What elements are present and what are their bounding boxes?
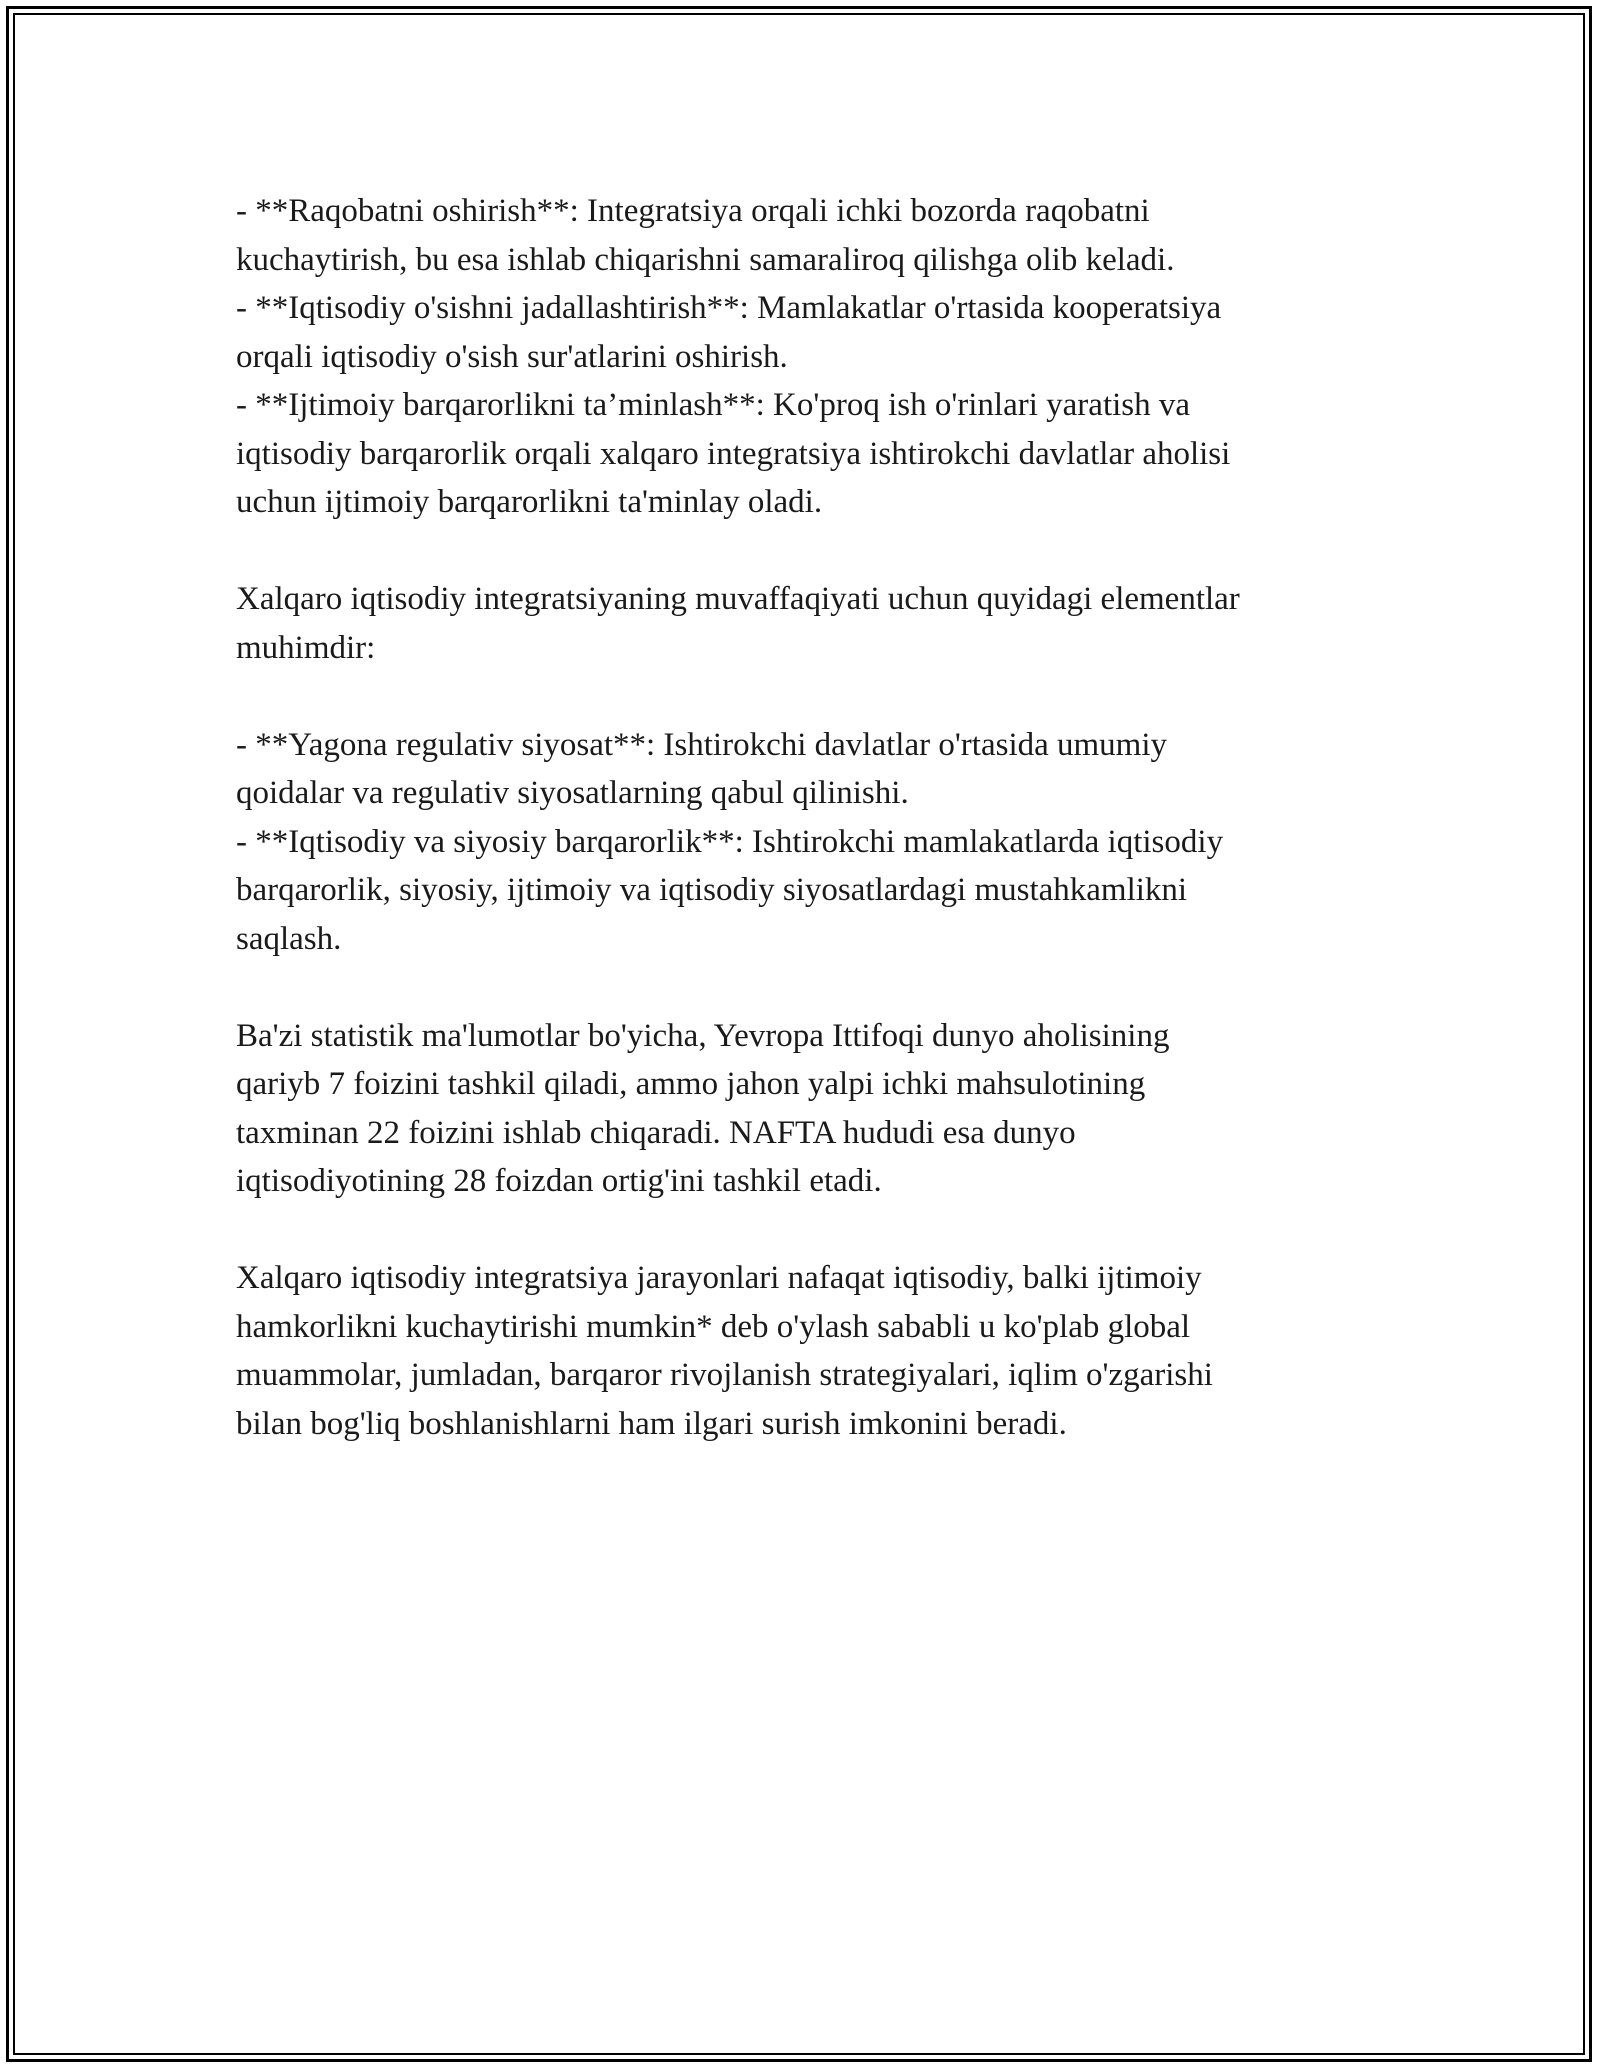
text-line: - **Yagona regulativ siyosat**: Ishtirokchi davlatlar o'rtasida umumiy <box>236 726 1168 763</box>
text-line: saqlash. <box>236 920 342 957</box>
text-line: Xalqaro iqtisodiy integratsiyaning muvaffaqiyati uchun quyidagi elementlar <box>236 581 1240 617</box>
text-line: Ba'zi statistik ma'lumotlar bo'yicha, Yevropa Ittifoqi dunyo aholisining <box>236 1017 1170 1054</box>
text-line: taxminan 22 foizini ishlab chiqaradi. NAFTA hududi esa dunyo <box>236 1114 1076 1151</box>
text-line: iqtisodiyotining 28 foizdan ortig'ini tashkil etadi. <box>236 1163 882 1199</box>
statistics-paragraph <box>236 1012 1376 1206</box>
document-body <box>236 187 1376 1448</box>
text-line: barqarorlik, siyosiy, ijtimoiy va iqtisodiy siyosatlardagi mustahkamlikni <box>236 872 1188 908</box>
text-line: hamkorlikni kuchaytirishi mumkin* deb o'ylash sababli u ko'plab global <box>236 1308 1191 1345</box>
text-line: - **Ijtimoiy barqarorlikni ta’minlash**: Ko'proq ish o'rinlari yaratish va <box>236 387 1191 423</box>
text-line: - **Iqtisodiy va siyosiy barqarorlik**: Ishtirokchi mamlakatlarda iqtisodiy <box>236 823 1224 860</box>
text-line: - **Raqobatni oshirish**: Integratsiya orqali ichki bozorda raqobatni <box>236 193 1150 229</box>
benefits-list-paragraph <box>236 187 1376 527</box>
text-line: qoidalar va regulativ siyosatlarning qabul qilinishi. <box>236 775 909 811</box>
text-line: iqtisodiy barqarorlik orqali xalqaro integratsiya ishtirokchi davlatlar aholisi <box>236 435 1231 472</box>
paragraph-gap <box>236 672 1376 721</box>
text-line: orqali iqtisodiy o'sish sur'atlarini oshirish. <box>236 338 788 375</box>
elements-list-paragraph <box>236 721 1376 964</box>
text-line: muammolar, jumladan, barqaror rivojlanish strategiyalari, iqlim o'zgarishi <box>236 1357 1213 1393</box>
paragraph-gap <box>236 1206 1376 1255</box>
elements-intro-paragraph <box>236 575 1376 672</box>
conclusion-paragraph <box>236 1254 1376 1448</box>
text-line: uchun ijtimoiy barqarorlikni ta'minlay oladi. <box>236 484 823 520</box>
paragraph-gap <box>236 527 1376 576</box>
text-line: kuchaytirish, bu esa ishlab chiqarishni samaraliroq qilishga olib keladi. <box>236 241 1175 278</box>
paragraph-gap <box>236 963 1376 1012</box>
text-line: qariyb 7 foizini tashkil qiladi, ammo jahon yalpi ichki mahsulotining <box>236 1066 1146 1102</box>
text-line: bilan bog'liq boshlanishlarni ham ilgari surish imkonini beradi. <box>236 1405 1067 1442</box>
text-line: - **Iqtisodiy o'sishni jadallashtirish**: Mamlakatlar o'rtasida kooperatsiya <box>236 290 1222 326</box>
text-line: Xalqaro iqtisodiy integratsiya jarayonlari nafaqat iqtisodiy, balki ijtimoiy <box>236 1260 1202 1296</box>
text-line: muhimdir: <box>236 629 376 666</box>
